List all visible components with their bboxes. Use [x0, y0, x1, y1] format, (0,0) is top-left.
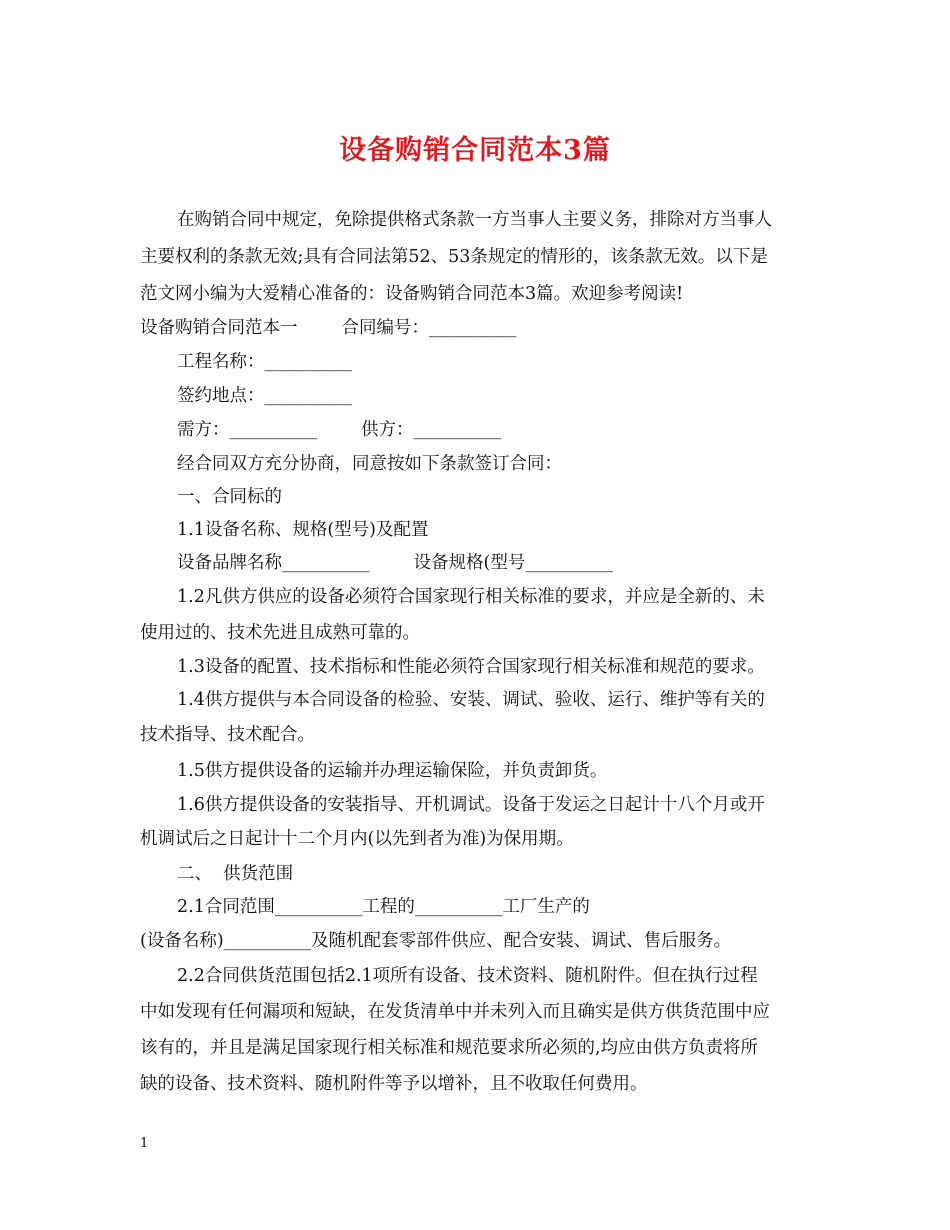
clause-line: 1.1设备名称、规格(型号)及配置 [177, 520, 429, 540]
paragraph-line: 主要权利的条款无效;具有合同法第52、53条规定的情形的，该条款无效。以下是 [140, 247, 768, 267]
document-title: 设备购销合同范本3篇 [339, 135, 611, 166]
contract-sample-label: 设备购销合同范本一 [140, 318, 298, 338]
section-heading: 一、合同标的 [177, 487, 282, 507]
page-number: 1 [140, 1136, 149, 1151]
clause-line: 缺的设备、技术资料、随机附件等予以增补，且不收取任何费用。 [140, 1074, 648, 1094]
clause-line: 1.3设备的配置、技术指标和性能必须符合国家现行相关标准和规范的要求。 [177, 657, 765, 677]
model-field: 设备规格(型号__________ [413, 553, 613, 573]
clause-line: 中如发现有任何漏项和短缺，在发货清单中并未列入而且确实是供方供货范围中应 [140, 1002, 770, 1022]
supplier-field: 供方：__________ [361, 420, 501, 440]
signing-place-field: 签约地点：__________ [177, 386, 352, 406]
clause-line: 机调试后之日起计十二个月内(以先到者为准)为保用期。 [140, 829, 574, 849]
clause-line: 2.2合同供货范围包括2.1项所有设备、技术资料、随机附件。但在执行过程 [177, 966, 758, 986]
section-heading: 二、 供货范围 [177, 864, 294, 884]
parties-row [177, 418, 501, 442]
clause-line: 技术指导、技术配合。 [140, 725, 315, 745]
project-name-field: 工程名称：__________ [177, 352, 352, 372]
clause-line: 1.2凡供方供应的设备必须符合国家现行相关标准的要求，并应是全新的、未 [177, 587, 765, 607]
brand-field: 设备品牌名称__________ [177, 553, 370, 573]
paragraph-line: 在购销合同中规定，免除提供格式条款一方当事人主要义务，排除对方当事人 [177, 210, 772, 230]
paragraph-line: 经合同双方充分协商，同意按如下条款签订合同： [177, 454, 562, 474]
clause-line: 2.1合同范围__________工程的__________工厂生产的 [177, 897, 590, 917]
contract-number-field: 合同编号：__________ [341, 318, 517, 338]
clause-line: (设备名称)__________及随机配套零部件供应、配合安装、调试、售后服务。 [140, 931, 732, 951]
clause-line: 该有的，并且是满足国家现行相关标准和规范要求所必须的,均应由供方负责将所 [140, 1038, 759, 1058]
clause-line: 1.6供方提供设备的安装指导、开机调试。设备于发运之日起计十八个月或开 [177, 795, 765, 815]
equipment-brand-row [177, 551, 613, 575]
clause-line: 1.4供方提供与本合同设备的检验、安装、调试、验收、运行、维护等有关的 [177, 690, 765, 710]
paragraph-line: 范文网小编为大爱精心准备的：设备购销合同范本3篇。欢迎参考阅读! [140, 284, 684, 304]
clause-line: 1.5供方提供设备的运输并办理运输保险，并负责卸货。 [177, 761, 608, 781]
buyer-field: 需方：__________ [177, 420, 317, 440]
contract-number-row [140, 316, 517, 340]
clause-line: 使用过的、技术先进且成熟可靠的。 [140, 623, 420, 643]
